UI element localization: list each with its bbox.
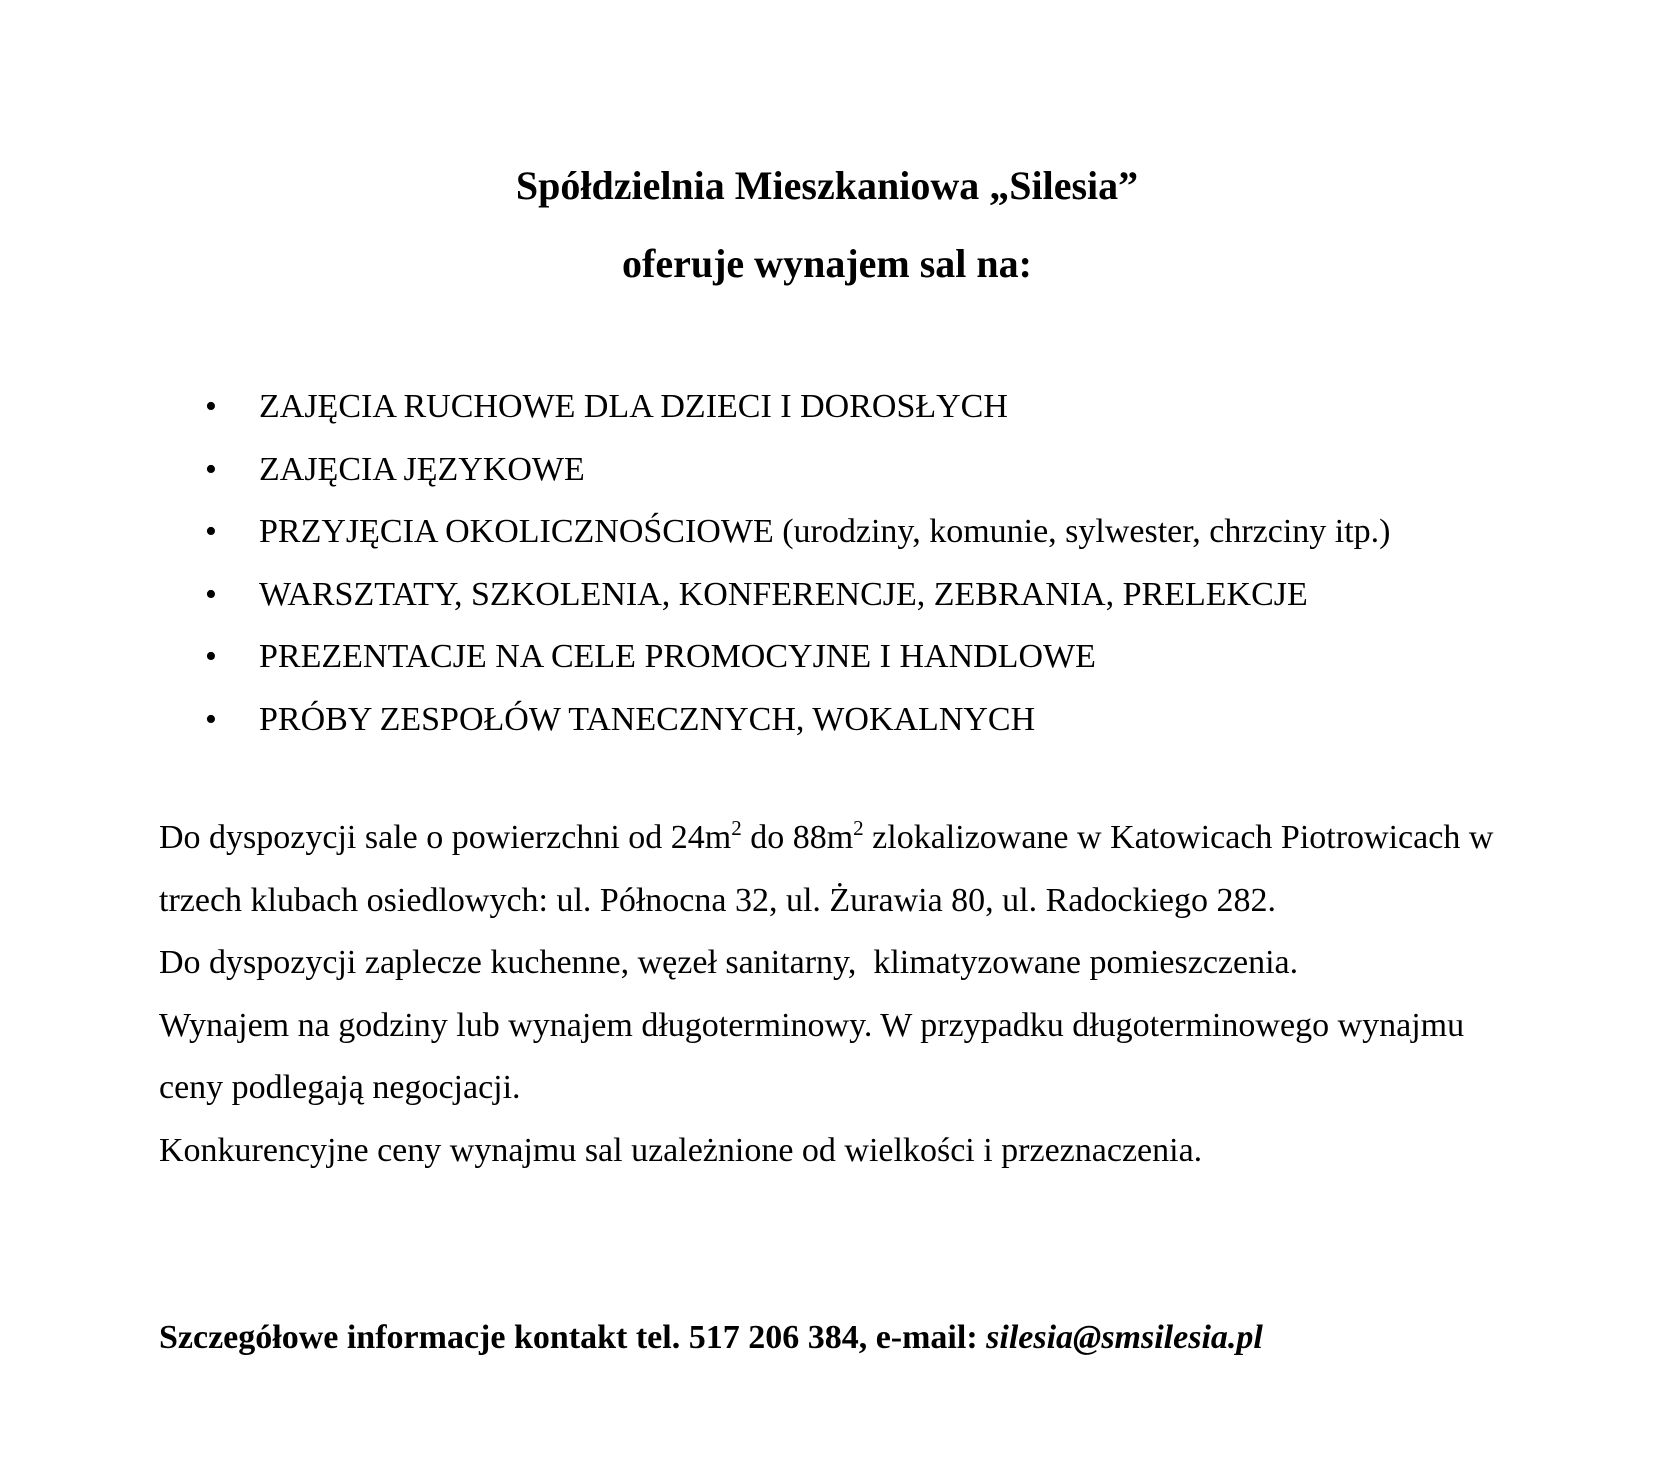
superscript: 2 xyxy=(853,816,864,840)
list-item-label: PRÓBY ZESPOŁÓW TANECZNYCH, WOKALNYCH xyxy=(259,700,1036,738)
area-text-2: do 88m xyxy=(741,819,854,856)
list-item xyxy=(205,376,1390,439)
list-item-label: ZAJĘCIA JĘZYKOWE xyxy=(259,450,585,488)
contact-line xyxy=(159,1314,1263,1362)
bullet-icon: • xyxy=(205,638,217,675)
bullet-icon: • xyxy=(205,575,217,613)
list-item xyxy=(205,501,1390,564)
prices-paragraph: Konkurencyjne ceny wynajmu sal uzależnione od wielkości i przeznaczenia. xyxy=(159,1131,1203,1169)
bullet-icon: • xyxy=(205,388,217,425)
list-item-label: PREZENTACJE NA CELE PROMOCYJNE I HANDLOWE xyxy=(259,638,1096,675)
area-text-1: Do dyspozycji sale o powierzchni od 24m xyxy=(159,819,732,856)
services-list xyxy=(205,376,1390,751)
email-link[interactable]: silesia@smsilesia.pl xyxy=(986,1319,1263,1356)
bullet-icon: • xyxy=(205,513,217,550)
document-subtitle: oferuje wynajem sal na: xyxy=(622,241,1032,286)
list-item xyxy=(205,564,1390,627)
area-text-3: zlokalizowane w Katowicach Piotrowicach w trzech klubach osiedlowych: ul. Północna 32, ul. Żurawia 80, ul. Radockiego 282. xyxy=(159,819,1494,919)
document-title: Spółdzielnia Mieszkaniowa „Silesia” xyxy=(515,163,1139,208)
details-section xyxy=(159,807,1499,1182)
list-item xyxy=(205,626,1390,689)
bullet-icon: • xyxy=(205,700,217,738)
list-item-label: PRZYJĘCIA OKOLICZNOŚCIOWE (urodziny, komunie, sylwester, chrzciny itp.) xyxy=(259,513,1391,550)
contact-text: Szczegółowe informacje kontakt tel. 517 206 384, e-mail: xyxy=(159,1319,987,1356)
superscript: 2 xyxy=(731,816,742,840)
list-item-label: WARSZTATY, SZKOLENIA, KONFERENCJE, ZEBRANIA, PRELEKCJE xyxy=(259,575,1308,613)
area-paragraph xyxy=(159,807,1499,932)
rental-paragraph: Wynajem na godziny lub wynajem długoterminowy. W przypadku długoterminowego wynajmu ceny podlegają negocjacji. xyxy=(159,1006,1465,1106)
list-item xyxy=(205,439,1390,502)
facilities-paragraph: Do dyspozycji zaplecze kuchenne, węzeł sanitarny, klimatyzowane pomieszczenia. xyxy=(159,944,1299,981)
list-item-label: ZAJĘCIA RUCHOWE DLA DZIECI I DOROSŁYCH xyxy=(259,388,1008,425)
bullet-icon: • xyxy=(205,450,217,488)
list-item xyxy=(205,689,1390,752)
